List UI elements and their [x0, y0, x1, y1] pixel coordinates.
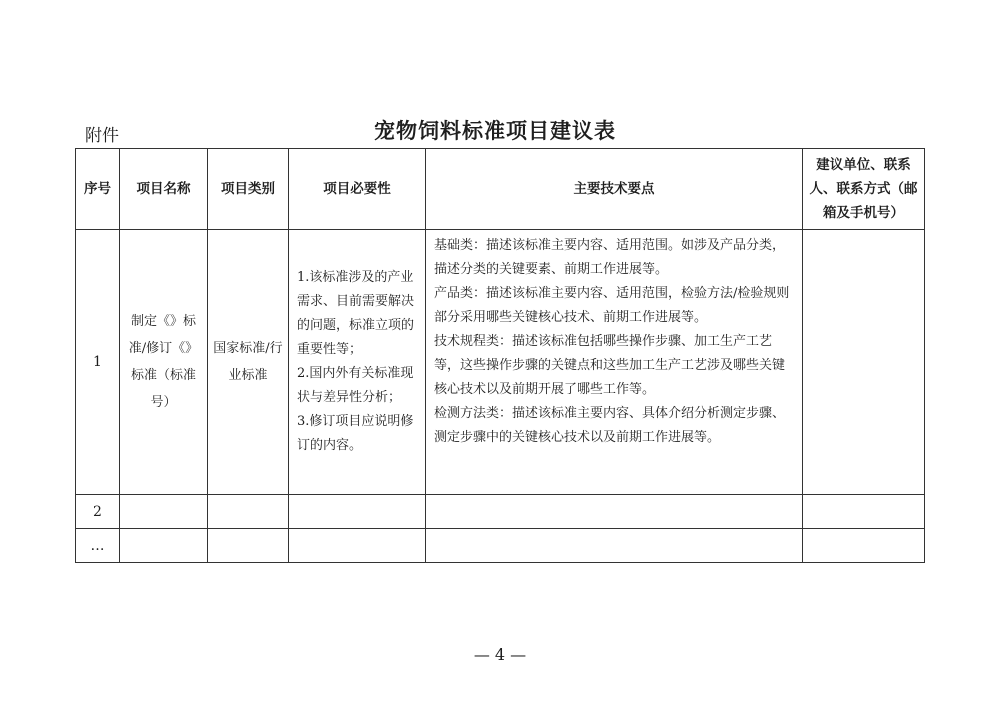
header-project-name: 项目名称 [120, 149, 208, 230]
page-number: — 4 — [473, 645, 527, 664]
project-category-cell [208, 529, 289, 563]
project-name-cell: 制定《》标准/修订《》标准（标准号） [120, 230, 208, 495]
header-technical-points: 主要技术要点 [426, 149, 803, 230]
contact-cell [803, 529, 925, 563]
serial-cell: 2 [76, 495, 120, 529]
project-necessity-cell [289, 495, 426, 529]
table-row [76, 495, 925, 529]
tech-point-testing: 检测方法类：描述该标准主要内容、具体介绍分析测定步骤、测定步骤中的关键核心技术以及前期工作进展等。 [434, 406, 786, 445]
necessity-item: 1.该标准涉及的产业需求、目前需要解决的问题，标准立项的重要性等； [297, 270, 415, 357]
document-title: 宠物饲料标准项目建议表 [374, 118, 616, 143]
tech-point-procedure: 技术规程类：描述该标准包括哪些操作步骤、加工生产工艺等，这些操作步骤的关键点和这些加工生产工艺涉及哪些关键核心技术以及前期开展了哪些工作等。 [434, 334, 786, 397]
table-header-row [76, 149, 925, 230]
technical-points-cell [426, 495, 803, 529]
attachment-label: 附件 [85, 126, 119, 146]
project-name-cell [120, 529, 208, 563]
table-row [76, 529, 925, 563]
project-necessity-cell [289, 230, 426, 495]
project-category-cell [208, 495, 289, 529]
technical-points-cell [426, 230, 803, 495]
serial-cell: … [76, 529, 120, 563]
contact-cell [803, 495, 925, 529]
project-name-cell [120, 495, 208, 529]
tech-point-product: 产品类：描述该标准主要内容、适用范围，检验方法/检验规则部分采用哪些关键核心技术、前期工作进展等。 [434, 286, 790, 325]
necessity-item: 3.修订项目应说明修订的内容。 [297, 414, 414, 453]
table-row [76, 230, 925, 495]
contact-cell [803, 230, 925, 495]
header-serial: 序号 [76, 149, 120, 230]
necessity-item: 2.国内外有关标准现状与差异性分析； [297, 366, 414, 405]
header-contact: 建议单位、联系人、联系方式（邮箱及手机号） [803, 149, 925, 230]
header-project-necessity: 项目必要性 [289, 149, 426, 230]
serial-cell: 1 [76, 230, 120, 495]
proposal-table [75, 148, 925, 563]
technical-points-cell [426, 529, 803, 563]
project-necessity-cell [289, 529, 426, 563]
project-category-cell: 国家标准/行业标准 [208, 230, 289, 495]
proposal-table-container [75, 148, 924, 556]
header-project-category: 项目类别 [208, 149, 289, 230]
tech-point-basic: 基础类：描述该标准主要内容、适用范围。如涉及产品分类，描述分类的关键要素、前期工作进展等。 [434, 238, 786, 277]
